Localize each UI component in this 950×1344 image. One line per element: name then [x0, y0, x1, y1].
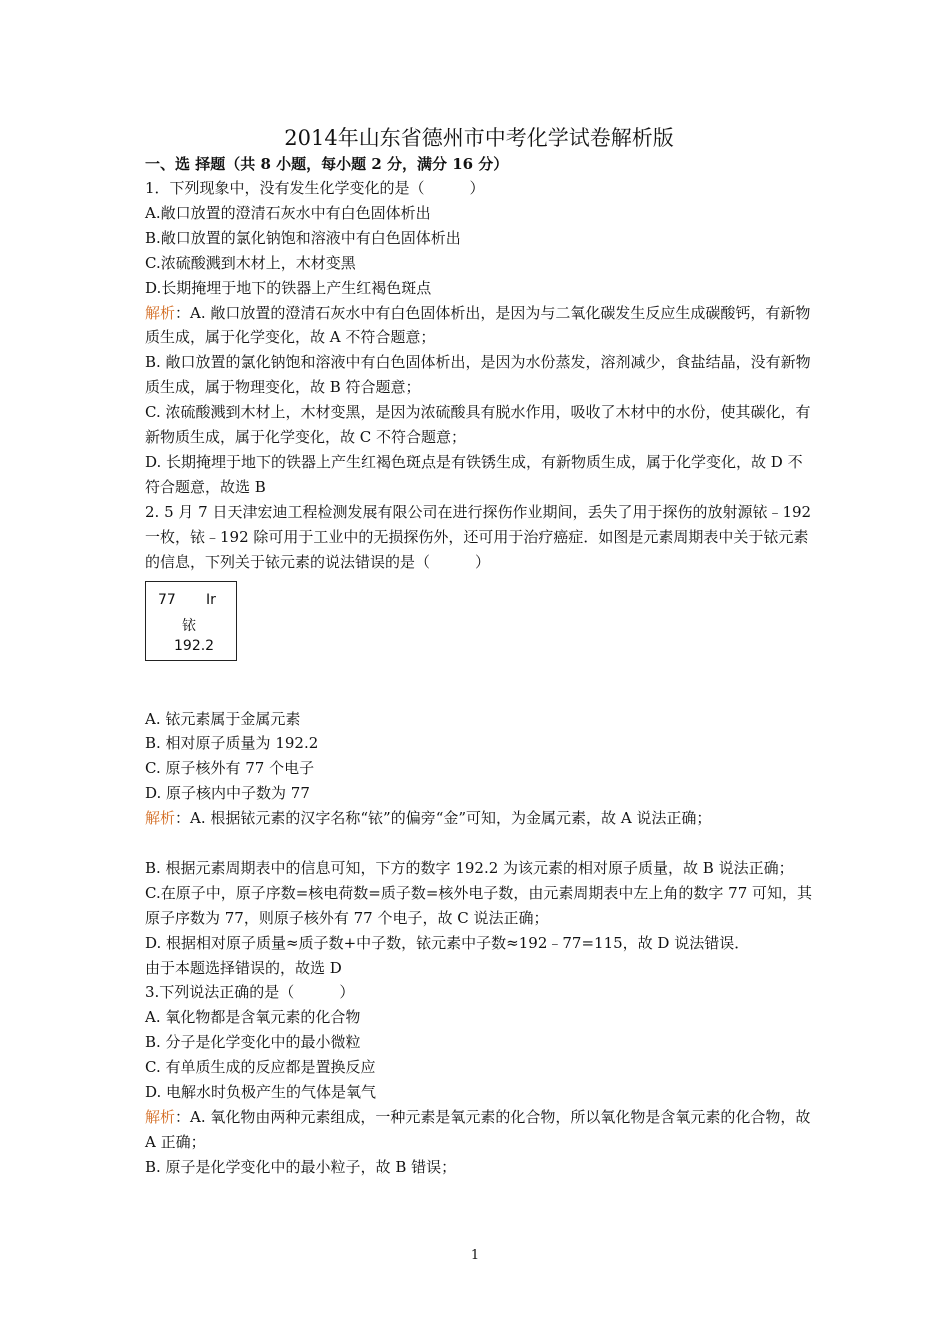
question-3-analysis-a: 解析：A. 氧化物由两种元素组成，一种元素是氧元素的化合物，所以氧化物是含氧元素的化合物，故 A 正确；: [145, 1107, 811, 1151]
atomic-number: 77: [158, 591, 176, 608]
question-2-option-a: A. 铱元素属于金属元素: [145, 709, 301, 728]
spacer: [145, 661, 813, 707]
question-2-analysis-c: C.在原子中，原子序数=核电荷数=质子数=核外电子数，由元素周期表中左上角的数字 77 可知，其原子序数为 77，则原子核外有 77 个电子，故 C 说法正确；: [145, 883, 813, 927]
question-1-option-d: D.长期掩埋于地下的铁器上产生红褐色斑点: [145, 278, 432, 297]
question-3-option-b: B. 分子是化学变化中的最小微粒: [145, 1033, 361, 1052]
page-number: 1: [470, 1248, 480, 1263]
question-2-analysis-a: 解析：A. 根据铱元素的汉字名称“铱”的偏旁“金”可知，为金属元素，故 A 说法正确；: [145, 809, 712, 828]
analysis-label: 解析: [145, 1107, 176, 1126]
question-2-analysis-b: B. 根据元素周期表中的信息可知，下方的数字 192.2 为该元素的相对原子质量，故 B 说法正确；: [145, 858, 794, 877]
atomic-mass: 192.2: [174, 637, 215, 654]
question-2-option-d: D. 原子核内中子数为 77: [145, 784, 310, 803]
question-2-analysis-d: D. 根据相对原子质量≈质子数+中子数，铱元素中子数≈192﹣77=115，故 D 说法错误．: [145, 933, 750, 952]
analysis-label: 解析: [145, 303, 176, 322]
question-3-option-c: C. 有单质生成的反应都是置换反应: [145, 1058, 376, 1077]
question-3-option-a: A. 氧化物都是含氧元素的化合物: [145, 1008, 361, 1027]
element-symbol: Ir: [206, 591, 216, 608]
analysis-label: 解析: [145, 809, 176, 828]
question-1-option-c: C.浓硫酸溅到木材上，木材变黑: [145, 253, 356, 272]
question-1-analysis-a: 解析：A. 敞口放置的澄清石灰水中有白色固体析出，是因为与二氧化碳发生反应生成碳酸钙，有新物质生成，属于化学变化，故 A 不符合题意；: [145, 303, 811, 347]
question-1-option-a: A.敞口放置的澄清石灰水中有白色固体析出: [145, 203, 431, 222]
document-title: 2014年山东省德州市中考化学试卷解析版: [284, 126, 674, 150]
question-2-option-c: C. 原子核外有 77 个电子: [145, 759, 315, 778]
document-page: [145, 124, 813, 1180]
question-1-stem: 1．下列现象中，没有发生化学变化的是（ ）: [145, 179, 485, 197]
question-3-stem: 3.下列说法正确的是（ ）: [145, 983, 355, 1002]
periodic-element-card: [145, 581, 237, 661]
question-3-analysis-b: B. 原子是化学变化中的最小粒子，故 B 错误；: [145, 1157, 457, 1176]
question-1-analysis-c: C. 浓硫酸溅到木材上，木材变黑，是因为浓硫酸具有脱水作用，吸收了木材中的水份，使其碳化，有新物质生成，属于化学变化，故 C 不符合题意；: [145, 403, 811, 447]
question-1-analysis-d: D. 长期掩埋于地下的铁器上产生红褐色斑点是有铁锈生成，有新物质生成，属于化学变化，故 D 不符合题意，故选 B: [145, 452, 803, 496]
question-3-option-d: D. 电解水时负极产生的气体是氧气: [145, 1083, 377, 1102]
question-2-option-b: B. 相对原子质量为 192.2: [145, 734, 319, 753]
section-heading: 一、选 择题（共 8 小题，每小题 2 分，满分 16 分）: [145, 155, 509, 173]
question-1-option-b: B.敞口放置的氯化钠饱和溶液中有白色固体析出: [145, 228, 461, 247]
element-name: 铱: [182, 617, 196, 634]
blank-line: [145, 831, 813, 856]
question-1-analysis-b: B. 敞口放置的氯化钠饱和溶液中有白色固体析出，是因为水份蒸发，溶剂减少，食盐结晶，没有新物质生成，属于物理变化，故 B 符合题意；: [145, 353, 811, 397]
question-2-stem: 2. 5 月 7 日天津宏迪工程检测发展有限公司在进行探伤作业期间，丢失了用于探伤的放射源铱﹣192 一枚，铱﹣192 除可用于工业中的无损探伤外，还可用于治疗癌症．如图是元素周期表中关于铱元素的信息，下列关于铱元素的说法错误的是（ ）: [145, 502, 812, 571]
question-2-conclusion: 由于本题选择错误的，故选 D: [145, 958, 342, 977]
